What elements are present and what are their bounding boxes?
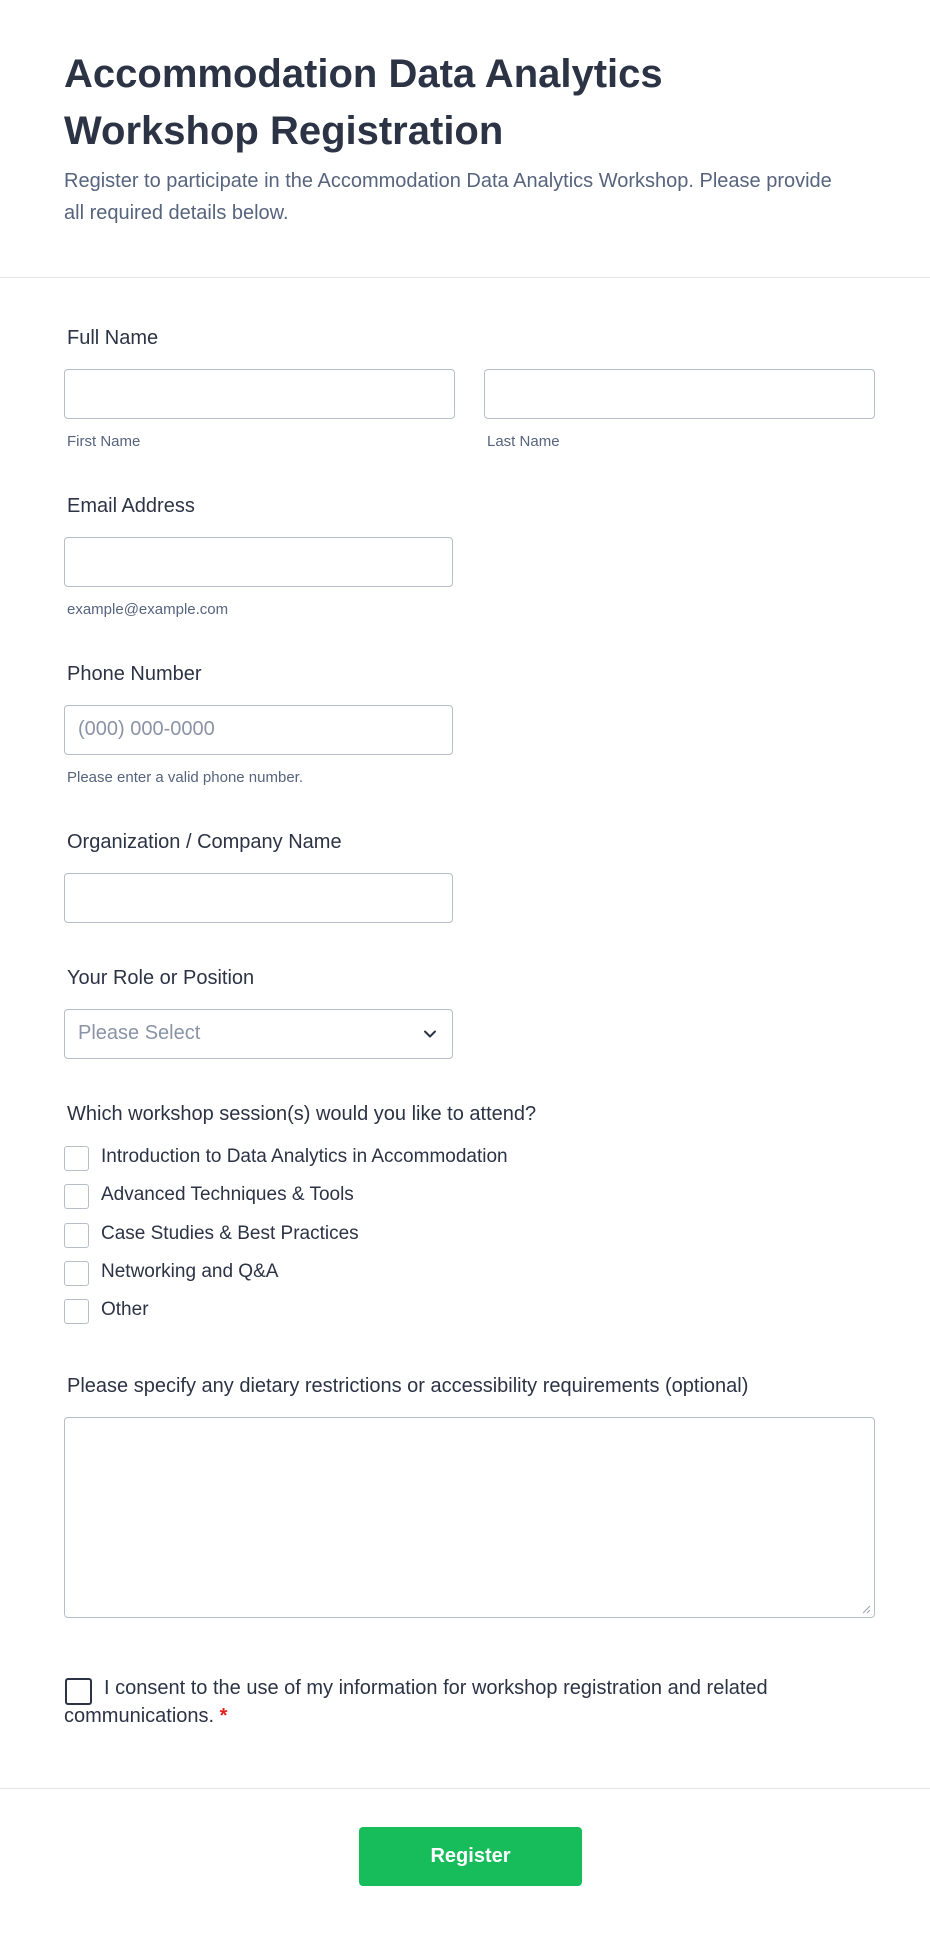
resize-grip-icon[interactable] bbox=[861, 1604, 871, 1614]
consent-label bbox=[64, 1674, 784, 1730]
session-option[interactable] bbox=[64, 1260, 664, 1286]
phone-label: Phone Number bbox=[67, 663, 202, 685]
email-sublabel: example@example.com bbox=[67, 601, 229, 618]
role-placeholder: Please Select bbox=[78, 1022, 201, 1044]
session-option-label: Other bbox=[101, 1299, 149, 1320]
first-name-sublabel: First Name bbox=[67, 433, 141, 450]
last-name-sublabel: Last Name bbox=[487, 433, 560, 450]
sessions-question: Which workshop session(s) would you like to attend? bbox=[67, 1103, 537, 1125]
required-mark: * bbox=[219, 1705, 228, 1727]
form-subtitle: Register to participate in the Accommodation Data Analytics Workshop. Please provide all required details below. bbox=[64, 170, 832, 224]
role-label: Your Role or Position bbox=[67, 967, 255, 989]
session-checkbox[interactable] bbox=[64, 1299, 89, 1324]
consent-text: I consent to the use of my information for workshop registration and related communications. bbox=[64, 1677, 768, 1727]
email-label: Email Address bbox=[67, 495, 195, 517]
session-option[interactable] bbox=[64, 1298, 664, 1324]
session-option[interactable] bbox=[64, 1222, 664, 1248]
register-button[interactable]: Register bbox=[359, 1827, 582, 1886]
form-title: Accommodation Data Analytics Workshop Registration bbox=[64, 52, 663, 153]
form-header bbox=[0, 0, 930, 278]
last-name-input[interactable] bbox=[484, 369, 875, 419]
phone-input[interactable] bbox=[64, 705, 453, 755]
organization-label: Organization / Company Name bbox=[67, 831, 342, 853]
session-option[interactable] bbox=[64, 1145, 664, 1171]
requirements-textarea[interactable] bbox=[64, 1417, 875, 1618]
phone-placeholder: (000) 000-0000 bbox=[78, 718, 215, 740]
session-option-label: Networking and Q&A bbox=[101, 1261, 279, 1282]
organization-input[interactable] bbox=[64, 873, 453, 923]
requirements-label: Please specify any dietary restrictions or accessibility requirements (optional) bbox=[67, 1375, 749, 1397]
session-option[interactable] bbox=[64, 1183, 664, 1209]
first-name-input[interactable] bbox=[64, 369, 455, 419]
session-checkbox[interactable] bbox=[64, 1146, 89, 1171]
session-option-label: Advanced Techniques & Tools bbox=[101, 1184, 354, 1205]
session-option-label: Case Studies & Best Practices bbox=[101, 1223, 359, 1244]
session-checkbox[interactable] bbox=[64, 1184, 89, 1209]
email-input[interactable] bbox=[64, 537, 453, 587]
full-name-label: Full Name bbox=[67, 327, 159, 349]
chevron-down-icon bbox=[420, 1024, 440, 1044]
role-select[interactable] bbox=[64, 1009, 453, 1059]
session-checkbox[interactable] bbox=[64, 1223, 89, 1248]
phone-sublabel: Please enter a valid phone number. bbox=[67, 769, 303, 786]
session-checkbox[interactable] bbox=[64, 1261, 89, 1286]
session-option-label: Introduction to Data Analytics in Accommodation bbox=[101, 1146, 508, 1167]
